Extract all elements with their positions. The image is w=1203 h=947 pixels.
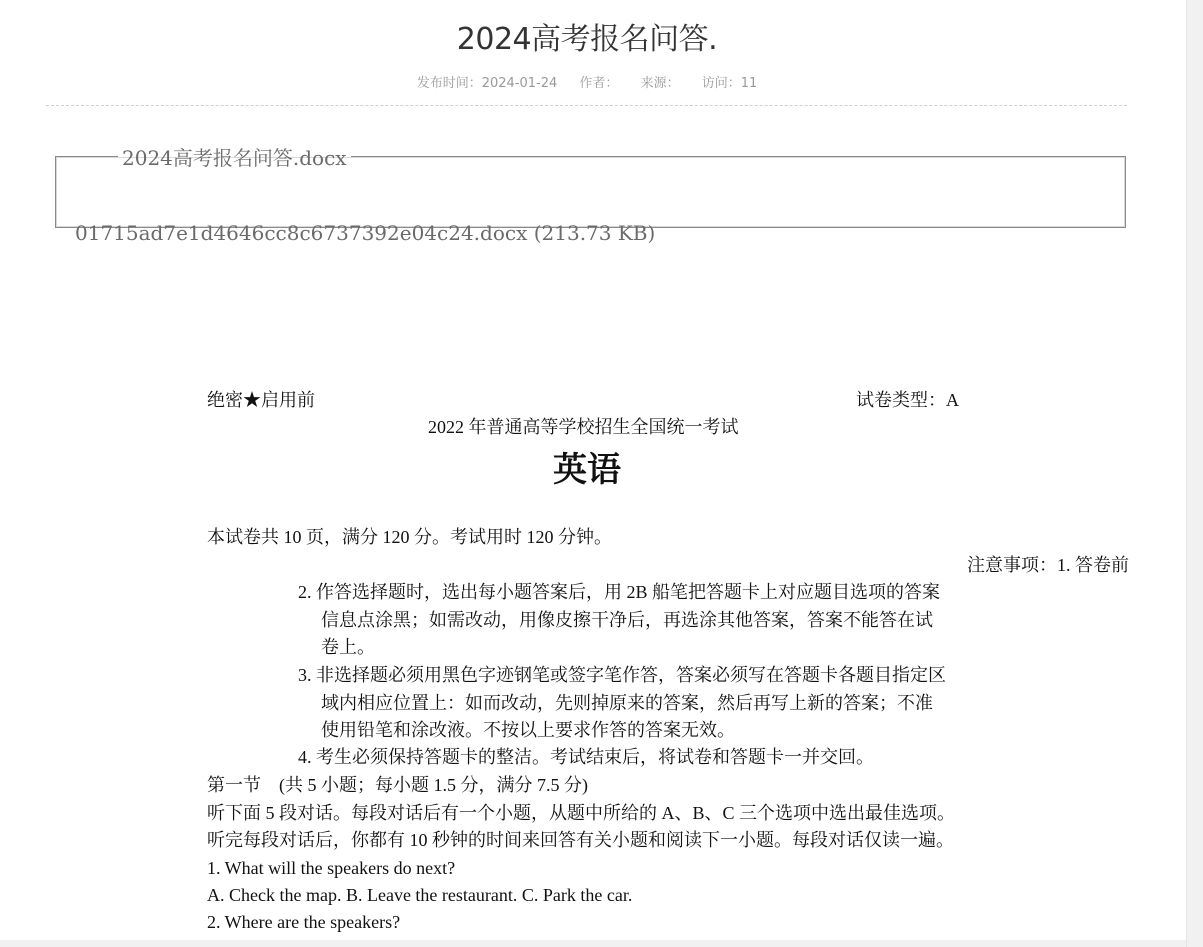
- exam-title: 2022 年普通高等学校招生全国统一考试: [428, 417, 739, 437]
- attachment-download-link[interactable]: 01715ad7e1d4646cc8c6737392e04c24.docx (213.73 KB): [75, 221, 656, 245]
- note-line: 使用铅笔和涂改液。不按以上要求作答的答案无效。: [321, 720, 735, 740]
- note-line: 信息点涂黑；如需改动，用像皮擦干净后，再选涂其他答案，答案不能答在试: [321, 610, 933, 630]
- source: 来源：: [640, 76, 680, 91]
- instruction-line: 听下面 5 段对话。每段对话后有一个小题，从题中所给的 A、B、C 三个选项中选出最佳选项。: [207, 803, 956, 823]
- paper-type: 试卷类型：A: [856, 390, 959, 410]
- instruction-line: 听完每段对话后，你都有 10 秒钟的时间来回答有关小题和阅读下一小题。每段对话仅读一遍。: [207, 830, 954, 850]
- vertical-scrollbar[interactable]: [1186, 0, 1203, 947]
- subject-title: 英语: [553, 450, 621, 490]
- note-line: 2. 作答选择题时，选出每小题答案后，用 2B 船笔把答题卡上对应题目选项的答案: [298, 582, 941, 602]
- note-line: 卷上。: [321, 637, 375, 657]
- confidential-label: 绝密★启用前: [207, 390, 315, 410]
- notice-heading: 注意事项：1. 答卷前: [967, 555, 1129, 575]
- question-1-options: A. Check the map. B. Leave the restaurant. C. Park the car.: [207, 885, 633, 905]
- question-2: 2. Where are the speakers?: [207, 912, 401, 932]
- note-line: 域内相应位置上：如而改动，先则掉原来的答案，然后再写上新的答案；不准: [321, 693, 933, 713]
- question-1: 1. What will the speakers do next?: [207, 858, 456, 878]
- attachment-legend: 2024高考报名问答.docx: [122, 146, 347, 170]
- intro-text: 本试卷共 10 页，满分 120 分。考试用时 120 分钟。: [207, 527, 612, 547]
- horizontal-scrollbar[interactable]: [0, 940, 1186, 947]
- note-line: 3. 非选择题必须用黑色字迹钢笔或签字笔作答，答案必须写在答题卡各题目指定区: [298, 665, 946, 685]
- section-heading: 第一节 (共 5 小题；每小题 1.5 分，满分 7.5 分): [207, 775, 588, 795]
- article-title: 2024高考报名问答.: [456, 22, 718, 57]
- note-line: 4. 考生必须保持答题卡的整洁。考试结束后，将试卷和答题卡一并交回。: [298, 747, 874, 767]
- visit-count: 访问：11: [701, 76, 758, 91]
- publish-date: 发布时间：2024-01-24: [416, 76, 558, 91]
- author: 作者：: [579, 76, 619, 91]
